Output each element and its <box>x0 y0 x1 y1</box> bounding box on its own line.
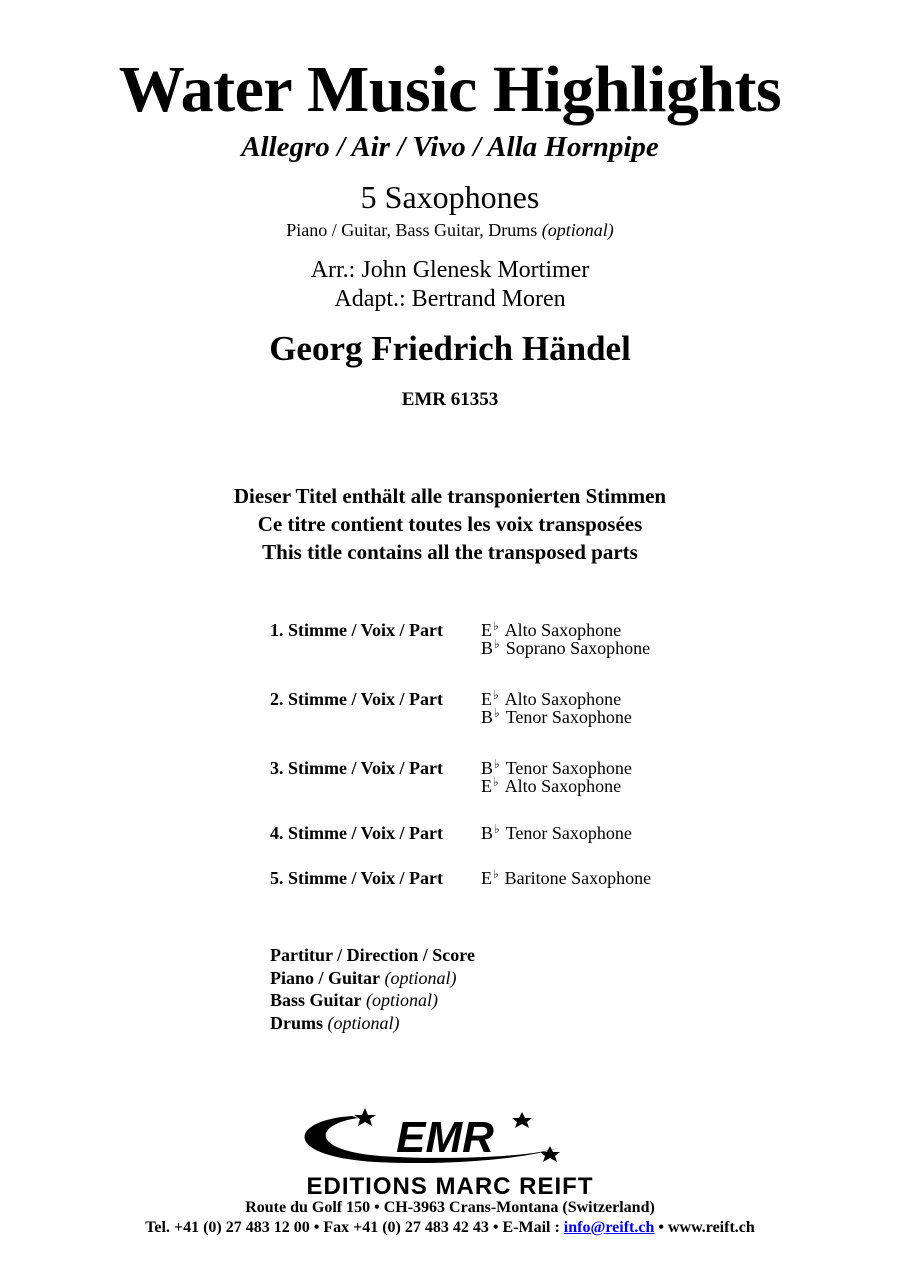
part-label: 2. Stimme / Voix / Part <box>270 689 443 709</box>
flat-icon: ♭ <box>493 688 499 702</box>
flat-icon: ♭ <box>493 619 499 633</box>
extra-part: Drums (optional) <box>270 1012 400 1033</box>
notice-german: Dieser Titel enthält alle transponierten Stimmen <box>233 484 667 508</box>
flat-icon: ♭ <box>494 757 500 771</box>
accompaniment-optional: (optional) <box>541 220 614 240</box>
part-instrument: E♭ Alto Saxophone <box>481 775 622 796</box>
accompaniment-main: Piano / Guitar, Bass Guitar, Drums <box>286 220 538 240</box>
part-instrument: E♭ Baritone Saxophone <box>481 867 652 888</box>
part-instrument: E♭ Alto Saxophone <box>481 619 622 640</box>
part-label: 4. Stimme / Voix / Part <box>270 823 443 843</box>
star-icon <box>540 1146 560 1162</box>
part-instrument: B♭ Tenor Saxophone <box>481 706 632 727</box>
part-label: 1. Stimme / Voix / Part <box>270 620 443 640</box>
part-label: 3. Stimme / Voix / Part <box>270 758 443 778</box>
instrumentation: 5 Saxophones <box>360 179 540 215</box>
logo-text: EMR <box>396 1113 494 1162</box>
composer: Georg Friedrich Händel <box>269 329 631 368</box>
flat-icon: ♭ <box>494 637 500 651</box>
adapter: Adapt.: Bertrand Moren <box>334 286 566 312</box>
notice-french: Ce titre contient toutes les voix transposées <box>257 512 643 536</box>
part-instrument: E♭ Alto Saxophone <box>481 688 622 709</box>
flat-icon: ♭ <box>494 822 500 836</box>
extra-part: Bass Guitar (optional) <box>270 990 439 1010</box>
email-link[interactable]: info@reift.ch <box>563 1219 655 1236</box>
contact-website: • www.reift.ch <box>654 1219 755 1236</box>
emr-logo <box>240 1108 660 1198</box>
star-icon <box>354 1108 376 1126</box>
movements-subtitle: Allegro / Air / Vivo / Alla Hornpipe <box>241 131 659 163</box>
flat-icon: ♭ <box>493 867 499 881</box>
publisher-address: Route du Golf 150 • CH-3963 Crans-Montana (Switzerland) <box>245 1199 655 1216</box>
catalog-number: EMR 61353 <box>401 389 499 410</box>
extra-part: Partitur / Direction / Score <box>270 945 475 965</box>
transposed-parts-notice <box>0 482 900 566</box>
part-instrument: B♭ Tenor Saxophone <box>481 822 632 843</box>
publisher-name: EDITIONS MARC REIFT <box>306 1173 594 1198</box>
contact-phone-fax: Tel. +41 (0) 27 483 12 00 • Fax +41 (0) 27 483 42 43 • E-Mail : <box>145 1219 564 1236</box>
part-label: 5. Stimme / Voix / Part <box>270 868 443 888</box>
part-instrument: B♭ Tenor Saxophone <box>481 757 632 778</box>
part-instrument: B♭ Soprano Saxophone <box>481 637 651 658</box>
notice-english: This title contains all the transposed parts <box>262 540 638 564</box>
accompaniment-line <box>0 218 900 242</box>
additional-parts <box>270 944 475 1034</box>
star-icon <box>512 1112 532 1128</box>
publisher-contact <box>0 1218 900 1238</box>
flat-icon: ♭ <box>493 775 499 789</box>
arranger: Arr.: John Glenesk Mortimer <box>310 257 590 283</box>
extra-part: Piano / Guitar (optional) <box>270 967 457 988</box>
title: Water Music Highlights <box>118 53 782 126</box>
flat-icon: ♭ <box>494 706 500 720</box>
